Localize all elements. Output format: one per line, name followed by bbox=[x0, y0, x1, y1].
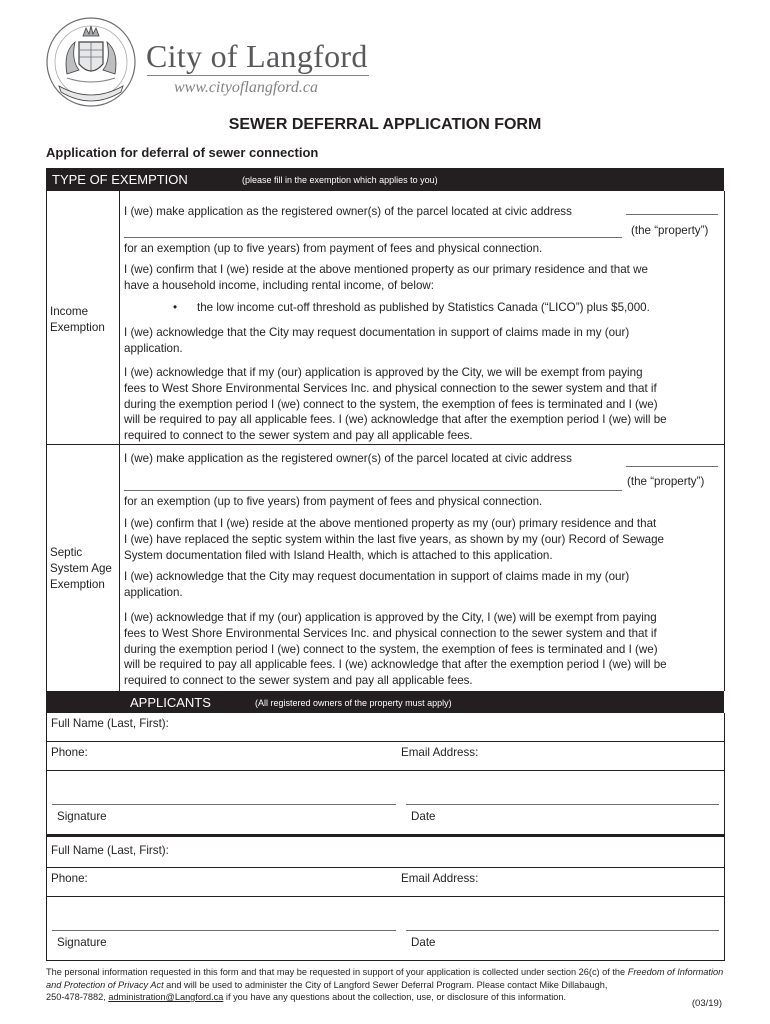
form-subtitle: Application for deferral of sewer connection bbox=[46, 145, 319, 160]
applicants-bottom-border bbox=[46, 960, 725, 961]
septic-residence-text: I (we) confirm that I (we) reside at the above mentioned property as my (our) primary residence and that I (we) have replaced the septic system within the last five years, as shown by my (our) Record of Sewage System documentation filed with Island Health, which is attached to this application. bbox=[124, 517, 664, 562]
privacy-notice: The personal information requested in this form and that may be requested in support of your application is collected under section 26(c) of the Freedom of Information and Protection of Privacy Act and will be used to administer the City of Langford Sewer Deferral Program. Please contact Mike Dillabaugh, 250-478-7882, administration@Langford.ca if you have any questions about the collection, use, or disclosure of this information. bbox=[46, 967, 724, 1003]
applicants-title: APPLICANTS bbox=[130, 695, 211, 710]
bullet-dot: • bbox=[173, 301, 178, 314]
income-civic-address-field[interactable] bbox=[626, 214, 718, 215]
income-lico-bullet: the low income cut-off threshold as published by Statistics Canada (“LICO”) plus $5,000. bbox=[197, 301, 650, 314]
applicant-2-phone-field[interactable]: Phone: bbox=[51, 872, 88, 885]
type-of-exemption-header bbox=[46, 168, 724, 191]
septic-documentation-text: I (we) acknowledge that the City may request documentation in support of claims made in my (our) application. bbox=[124, 570, 630, 599]
income-residence-text: I (we) confirm that I (we) reside at the above mentioned property as our primary residence and that we have a household income, including rental income, of below: bbox=[124, 263, 648, 292]
septic-intro-text: I (we) make application as the registered owner(s) of the parcel located at civic address bbox=[124, 452, 572, 465]
applicant-1-full-name-field[interactable]: Full Name (Last, First): bbox=[51, 717, 169, 730]
form-revision: (03/19) bbox=[691, 998, 722, 1009]
contact-email-link[interactable]: administration@Langford.ca bbox=[108, 992, 224, 1003]
income-exemption-label: Income Exemption bbox=[50, 305, 105, 334]
form-title: SEWER DEFERRAL APPLICATION FORM bbox=[228, 116, 542, 133]
applicant-1-phone-field[interactable]: Phone: bbox=[51, 746, 88, 759]
applicant-2-date-label: Date bbox=[411, 936, 436, 949]
septic-civic-address-field[interactable] bbox=[626, 466, 718, 467]
septic-acknowledgement-text: I (we) acknowledge that if my (our) application is approved by the City, I (we) will be exempt from paying fees to West Shore Environmental Services Inc. and physical connection to the sewer system and that if during the exemption period I (we) connect to the system, the exemption of fees is terminated and I (we) will be required to pay all applicable fees. I (we) acknowledge that after the exemption period I (we) will be required to connect to the sewer system and pay all applicable fees. bbox=[124, 611, 667, 688]
applicant-2-divider-1 bbox=[46, 867, 725, 868]
applicant-1-divider-1 bbox=[46, 741, 725, 742]
applicant-1-date-field[interactable] bbox=[406, 804, 719, 805]
septic-civic-address-field-line2[interactable] bbox=[124, 490, 622, 491]
table-right-border bbox=[724, 191, 725, 691]
septic-property-label: (the “property”) bbox=[627, 475, 705, 488]
label-column-divider bbox=[119, 191, 120, 691]
applicant-1-divider-2 bbox=[46, 770, 725, 771]
income-civic-address-field-line2[interactable] bbox=[124, 237, 622, 238]
section-divider bbox=[46, 444, 725, 445]
type-of-exemption-title: TYPE OF EXEMPTION bbox=[52, 172, 188, 187]
applicant-2-divider-2 bbox=[46, 896, 725, 897]
applicant-2-date-field[interactable] bbox=[406, 930, 719, 931]
income-intro-text: I (we) make application as the registered owner(s) of the parcel located at civic address bbox=[124, 205, 572, 218]
table-left-border bbox=[46, 191, 47, 691]
city-website[interactable]: www.cityoflangford.ca bbox=[174, 79, 318, 96]
applicant-2-email-field[interactable]: Email Address: bbox=[401, 872, 479, 885]
applicant-1-signature-label: Signature bbox=[57, 810, 107, 823]
applicant-2-full-name-field[interactable]: Full Name (Last, First): bbox=[51, 844, 169, 857]
applicants-left-border bbox=[46, 713, 47, 961]
city-crest-logo bbox=[45, 12, 138, 112]
income-exemption-text: for an exemption (up to five years) from payment of fees and physical connection. bbox=[124, 242, 543, 255]
applicant-2-signature-label: Signature bbox=[57, 936, 107, 949]
header-divider bbox=[147, 75, 369, 76]
applicant-1-date-label: Date bbox=[411, 810, 436, 823]
septic-exemption-label: Septic System Age Exemption bbox=[50, 546, 112, 591]
city-name: City of Langford bbox=[146, 38, 368, 74]
applicant-1-signature-field[interactable] bbox=[52, 804, 396, 805]
income-documentation-text: I (we) acknowledge that the City may request documentation in support of claims made in my (our) application. bbox=[124, 326, 630, 355]
income-property-label: (the “property”) bbox=[631, 224, 709, 237]
type-of-exemption-note: (please fill in the exemption which applies to you) bbox=[242, 175, 438, 185]
septic-exemption-text: for an exemption (up to five years) from payment of fees and physical connection. bbox=[124, 495, 543, 508]
income-acknowledgement-text: I (we) acknowledge that if my (our) application is approved by the City, we will be exempt from paying fees to West Shore Environmental Services Inc. and physical connection to the sewer system and that if during the exemption period I (we) connect to the system, the exemption of fees is terminated and I (we) will be required to pay all applicable fees. I (we) acknowledge that after the exemption period I (we) will be required to connect to the sewer system and pay all applicable fees. bbox=[124, 366, 667, 443]
applicant-separator bbox=[46, 834, 725, 837]
applicant-1-email-field[interactable]: Email Address: bbox=[401, 746, 479, 759]
applicants-note: (All registered owners of the property must apply) bbox=[255, 698, 452, 708]
applicants-header bbox=[46, 691, 724, 713]
applicants-right-border bbox=[724, 713, 725, 961]
applicant-2-signature-field[interactable] bbox=[52, 930, 396, 931]
